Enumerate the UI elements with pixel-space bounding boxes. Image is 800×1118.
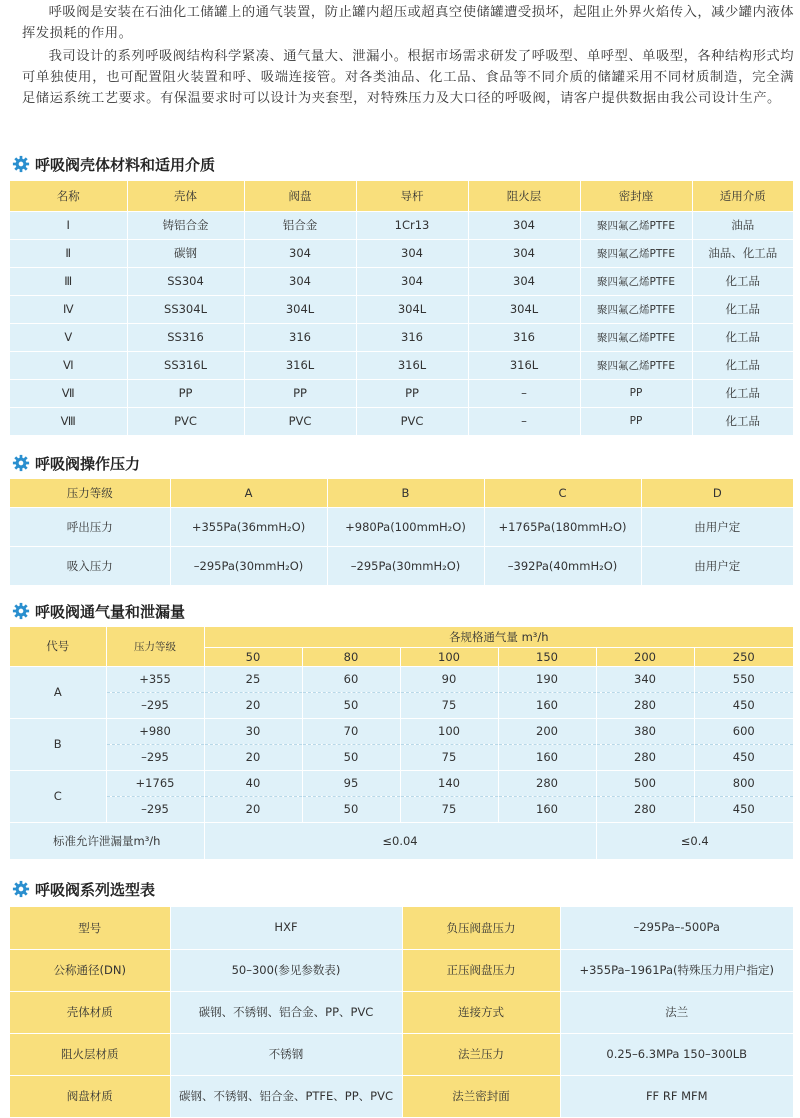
table-cell: 油品、化工品 [692,239,793,267]
section4-title: 呼吸阀系列选型表 [35,880,156,899]
table-cell: 304 [468,211,580,239]
table-cell: 304 [356,267,468,295]
material-table-header [10,181,793,211]
table-cell: – [468,379,580,407]
table-row [10,546,793,585]
table-row [10,323,793,351]
row-label: Ⅳ [10,295,127,323]
pressure-cell: –295 [106,692,204,718]
table-cell: 30 [204,718,302,744]
table-row [10,770,793,796]
material-table [10,181,793,436]
table-cell: 化工品 [692,379,793,407]
code-cell: A [10,666,106,718]
table-cell: 油品 [692,211,793,239]
table-cell: 500 [596,770,694,796]
table-cell: 316L [244,351,356,379]
table-cell: 化工品 [692,267,793,295]
row-label: Ⅲ [10,267,127,295]
row-label: Ⅶ [10,379,127,407]
table-cell: 800 [694,770,793,796]
section3-title: 呼吸阀通气量和泄漏量 [35,602,186,621]
table-cell: SS304L [127,295,244,323]
field-label: 阀盘材质 [10,1075,170,1117]
header-cell: 压力等级 [10,479,170,507]
table-cell: PP [127,379,244,407]
field-value: 碳钢、不锈钢、铝合金、PP、PVC [170,991,402,1033]
table-cell: 20 [204,744,302,770]
table-cell: 304 [244,239,356,267]
table-cell: 90 [400,666,498,692]
table-cell: 50 [302,744,400,770]
table-cell: 75 [400,796,498,822]
table-cell: – [468,407,580,435]
table-cell: 316 [468,323,580,351]
table-cell: 化工品 [692,351,793,379]
table-cell: 304L [356,295,468,323]
pressure-cell: –295 [106,744,204,770]
table-cell: 304 [244,267,356,295]
table-cell: –295Pa(30mmH₂O) [327,546,484,585]
header-cell: 壳体 [127,181,244,211]
field-label: 型号 [10,907,170,949]
table-cell: 304 [468,239,580,267]
table-row [10,379,793,407]
table-cell: 聚四氟乙烯PTFE [580,267,692,295]
row-label: Ⅵ [10,351,127,379]
table-cell: 碳钢 [127,239,244,267]
table-cell: 75 [400,744,498,770]
table-row [10,949,793,991]
field-value: 0.25–6.3MPa 150–300LB [560,1033,793,1075]
table-cell: 316L [356,351,468,379]
table-cell: 70 [302,718,400,744]
section3-heading [12,601,185,621]
table-cell: 304 [356,239,468,267]
table-cell: 140 [400,770,498,796]
table-cell: 铝合金 [244,211,356,239]
leak-label: 标准允许泄漏量m³/h [10,822,204,859]
pressure-table [10,479,793,586]
table-row [10,666,793,692]
table-cell: 304L [468,295,580,323]
header-cell: D [641,479,793,507]
flow-table [10,627,793,860]
field-label: 阻火层材质 [10,1033,170,1075]
table-cell: 75 [400,692,498,718]
table-cell: PVC [127,407,244,435]
table-cell: SS316 [127,323,244,351]
table-cell: 化工品 [692,323,793,351]
table-cell: 450 [694,692,793,718]
section1-heading [12,154,215,174]
gear-icon [12,880,30,898]
table-cell: 316 [244,323,356,351]
size-header: 80 [302,647,400,666]
field-label: 法兰压力 [402,1033,560,1075]
leak-value: ≤0.4 [596,822,793,859]
table-cell: 450 [694,796,793,822]
table-cell: 450 [694,744,793,770]
table-cell: 280 [498,770,596,796]
table-row [10,507,793,546]
table-row [10,1033,793,1075]
table-cell: 340 [596,666,694,692]
section1-title: 呼吸阀壳体材料和适用介质 [35,155,216,174]
table-cell: 280 [596,796,694,822]
table-cell: 聚四氟乙烯PTFE [580,323,692,351]
table-row [10,407,793,435]
size-header: 150 [498,647,596,666]
field-label: 连接方式 [402,991,560,1033]
section4-heading [12,879,155,899]
row-label: Ⅱ [10,239,127,267]
table-cell: +1765Pa(180mmH₂O) [484,507,641,546]
size-header: 200 [596,647,694,666]
field-label: 负压阀盘压力 [402,907,560,949]
table-cell: +355Pa(36mmH₂O) [170,507,327,546]
table-cell: PP [244,379,356,407]
table-cell: PP [580,379,692,407]
field-value: HXF [170,907,402,949]
header-cell: C [484,479,641,507]
field-value: –295Pa–-500Pa [560,907,793,949]
header-cell: 密封座 [580,181,692,211]
table-cell: –295Pa(30mmH₂O) [170,546,327,585]
table-row [10,718,793,744]
table-row [10,991,793,1033]
header-cell: A [170,479,327,507]
table-cell: 304 [468,267,580,295]
gear-icon [12,602,30,620]
code-cell: C [10,770,106,822]
pressure-cell: –295 [106,796,204,822]
row-label: Ⅴ [10,323,127,351]
row-label: 吸入压力 [10,546,170,585]
table-cell: +980Pa(100mmH₂O) [327,507,484,546]
table-cell: 聚四氟乙烯PTFE [580,295,692,323]
field-value: +355Pa–1961Pa(特殊压力用户指定) [560,949,793,991]
table-cell: 280 [596,744,694,770]
table-cell: 600 [694,718,793,744]
table-cell: SS316L [127,351,244,379]
flow-header: 各规格通气量 m³/h [204,627,793,647]
table-cell: 由用户定 [641,507,793,546]
pressure-cell: +355 [106,666,204,692]
field-label: 法兰密封面 [402,1075,560,1117]
table-cell: 聚四氟乙烯PTFE [580,351,692,379]
leak-row [10,822,793,859]
field-value: FF RF MFM [560,1075,793,1117]
table-cell: 聚四氟乙烯PTFE [580,239,692,267]
table-cell: 304L [244,295,356,323]
table-cell: 160 [498,796,596,822]
header-cell: 导杆 [356,181,468,211]
table-cell: 由用户定 [641,546,793,585]
table-cell: 200 [498,718,596,744]
header-cell: 适用介质 [692,181,793,211]
field-label: 公称通径(DN) [10,949,170,991]
table-row [10,692,793,718]
pressure-table-header [10,479,793,507]
intro-text [22,2,794,111]
leak-value: ≤0.04 [204,822,596,859]
table-cell: 铸铝合金 [127,211,244,239]
table-row [10,239,793,267]
table-cell: 60 [302,666,400,692]
table-cell: 95 [302,770,400,796]
field-label: 正压阀盘压力 [402,949,560,991]
table-row [10,351,793,379]
table-row [10,744,793,770]
intro-paragraph-1: 呼吸阀是安装在石油化工储罐上的通气装置，防止罐内超压或超真空使储罐遭受损坏，起阻止外界火焰传入，减少罐内液体挥发损耗的作用。 [22,5,794,41]
table-cell: 160 [498,692,596,718]
table-cell: PP [356,379,468,407]
table-cell: 160 [498,744,596,770]
code-header: 代号 [10,627,106,666]
header-cell: 名称 [10,181,127,211]
size-header: 50 [204,647,302,666]
table-cell: PP [580,407,692,435]
table-cell: 316 [356,323,468,351]
table-cell: 380 [596,718,694,744]
pressure-cell: +1765 [106,770,204,796]
table-cell: 化工品 [692,295,793,323]
table-row [10,1075,793,1117]
header-cell: 阻火层 [468,181,580,211]
code-cell: B [10,718,106,770]
table-cell: 190 [498,666,596,692]
table-cell: 20 [204,692,302,718]
size-header: 100 [400,647,498,666]
table-cell: 1Cr13 [356,211,468,239]
table-cell: 40 [204,770,302,796]
table-cell: 化工品 [692,407,793,435]
field-value: 法兰 [560,991,793,1033]
table-row [10,267,793,295]
intro-paragraph-2: 我司设计的系列呼吸阀结构科学紧凑、通气量大、泄漏小。根据市场需求研发了呼吸型、单呼型、单吸型，各种结构形式均可单独使用，也可配置阻火装置和呼、吸端连接管。对各类油品、化工品、食品等不同介质的储罐采用不同材质制造，完全满足储运系统工艺要求。有保温要求时可以设计为夹套型，对特殊压力及大口径的呼吸阀，请客户提供数据由我公司设计生产。 [22,49,794,106]
section2-title: 呼吸阀操作压力 [35,454,141,473]
table-cell: 20 [204,796,302,822]
table-cell: 100 [400,718,498,744]
gear-icon [12,454,30,472]
table-cell: 280 [596,692,694,718]
table-row [10,295,793,323]
field-label: 壳体材质 [10,991,170,1033]
table-row [10,796,793,822]
header-cell: B [327,479,484,507]
table-cell: –392Pa(40mmH₂O) [484,546,641,585]
field-value: 不锈钢 [170,1033,402,1075]
table-cell: 50 [302,692,400,718]
flow-table-header-1 [10,627,793,647]
selection-table [10,907,793,1118]
section2-heading [12,453,140,473]
table-cell: 550 [694,666,793,692]
row-label: 呼出压力 [10,507,170,546]
pressure-header: 压力等级 [106,627,204,666]
table-cell: 316L [468,351,580,379]
row-label: Ⅷ [10,407,127,435]
table-row [10,211,793,239]
table-cell: 聚四氟乙烯PTFE [580,211,692,239]
table-cell: 50 [302,796,400,822]
table-cell: PVC [244,407,356,435]
header-cell: 阀盘 [244,181,356,211]
pressure-cell: +980 [106,718,204,744]
gear-icon [12,155,30,173]
table-cell: PVC [356,407,468,435]
table-cell: 25 [204,666,302,692]
field-value: 50–300(参见参数表) [170,949,402,991]
table-row [10,907,793,949]
field-value: 碳钢、不锈钢、铝合金、PTFE、PP、PVC [170,1075,402,1117]
table-cell: SS304 [127,267,244,295]
size-header: 250 [694,647,793,666]
row-label: Ⅰ [10,211,127,239]
